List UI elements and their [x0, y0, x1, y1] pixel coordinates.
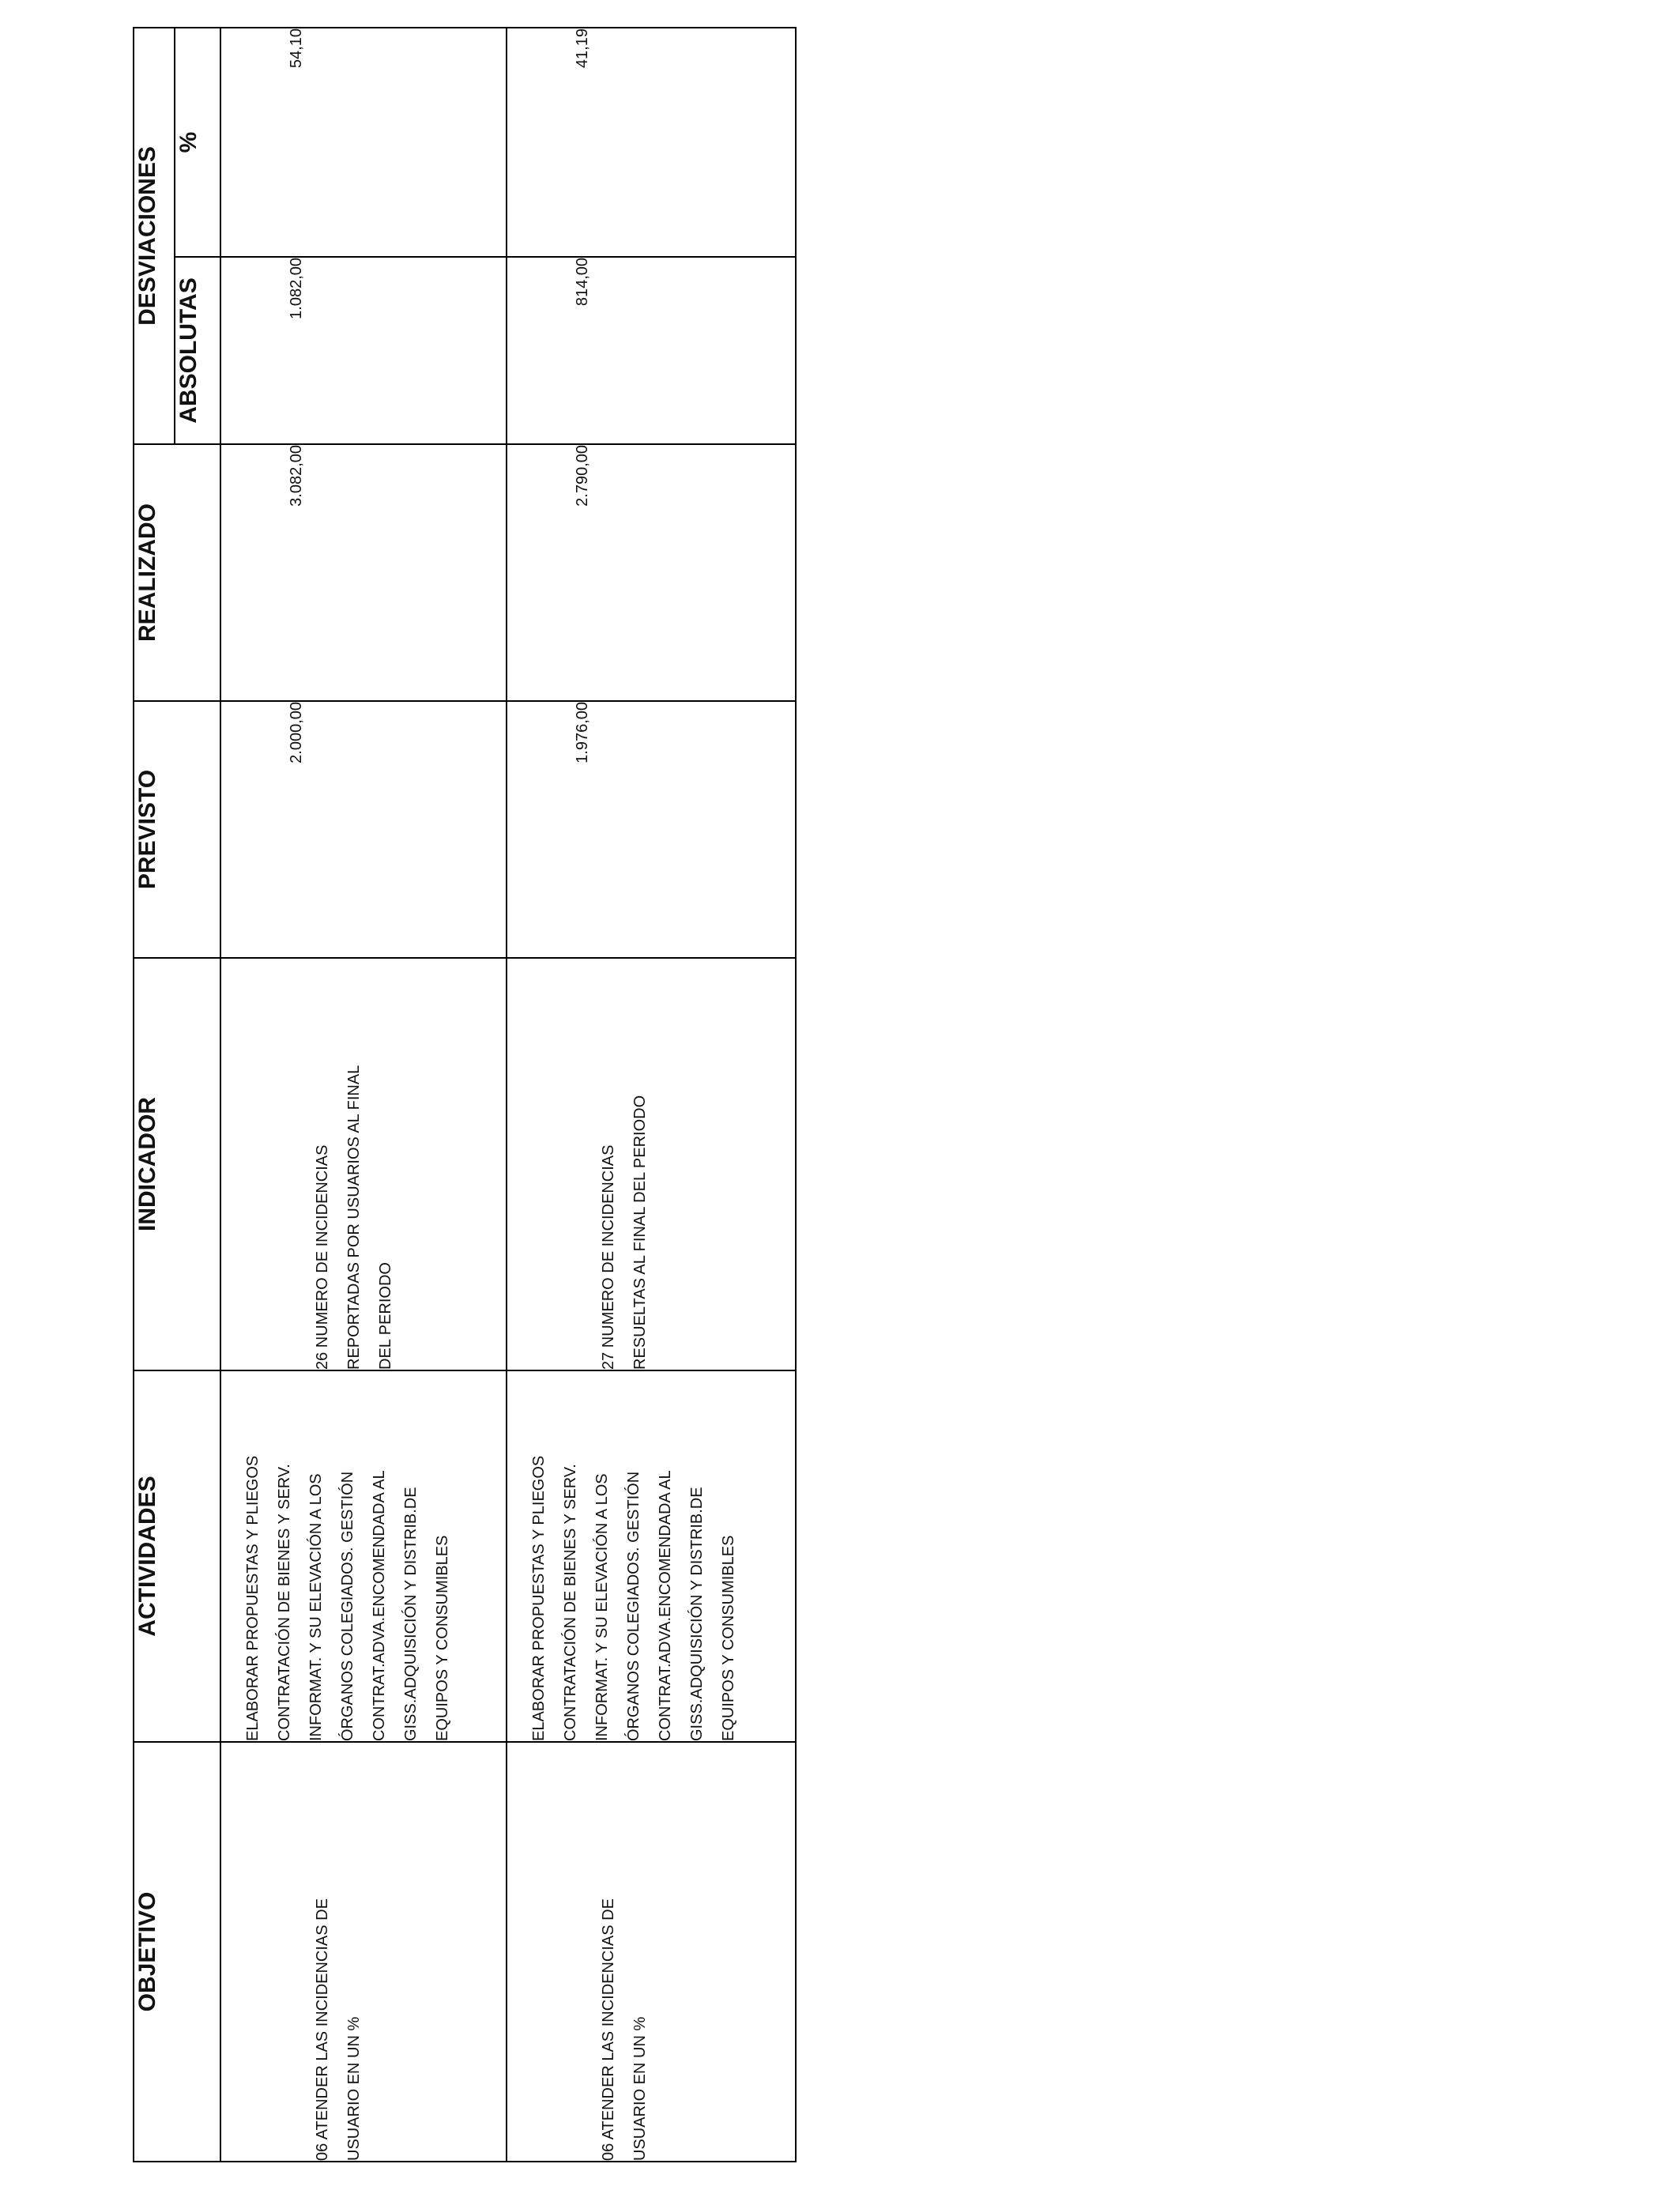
realizado-cell	[220, 444, 507, 701]
indicador-cell	[507, 958, 796, 1370]
indicador-line: 27 NUMERO DE INCIDENCIAS	[600, 1144, 617, 1370]
actividad-line: ÓRGANOS COLEGIADOS. GESTIÓN	[339, 1471, 356, 1741]
absolutas-value: 814,00	[574, 258, 591, 307]
objetivo-text: USUARIO EN UN %	[631, 2016, 649, 2161]
porcentaje-cell	[507, 28, 796, 257]
actividad-line: EQUIPOS Y CONSUMIBLES	[720, 1535, 737, 1741]
absolutas-value: 1.082,00	[288, 258, 305, 319]
header-realizado: REALIZADO	[134, 444, 220, 701]
header-indicador: INDICADOR	[134, 958, 220, 1370]
previsto-value: 2.000,00	[288, 702, 305, 763]
objetivo-text: USUARIO EN UN %	[345, 2016, 363, 2161]
actividades-cell	[220, 1370, 507, 1742]
indicador-line: REPORTADAS POR USUARIOS AL FINAL	[345, 1065, 363, 1370]
table-row	[220, 28, 507, 2162]
previsto-value: 1.976,00	[574, 702, 591, 763]
porcentaje-value: 41,19	[574, 28, 591, 69]
actividad-line: INFORMAT. Y SU ELEVACIÓN A LOS	[593, 1473, 611, 1741]
objetivo-text: 06 ATENDER LAS INCIDENCIAS DE	[600, 1898, 617, 2161]
indicador-line: 26 NUMERO DE INCIDENCIAS	[314, 1144, 331, 1370]
header-desviaciones: DESVIACIONES	[134, 28, 175, 444]
objetivo-cell	[220, 1742, 507, 2162]
absolutas-cell	[220, 257, 507, 444]
objectives-table	[133, 27, 797, 2162]
porcentaje-value: 54,10	[288, 28, 305, 69]
actividad-line: INFORMAT. Y SU ELEVACIÓN A LOS	[307, 1473, 325, 1741]
previsto-cell	[220, 701, 507, 958]
header-objetivo: OBJETIVO	[134, 1742, 220, 2162]
table-row	[507, 28, 796, 2162]
indicador-line: DEL PERIODO	[377, 1262, 394, 1370]
actividad-line: ÓRGANOS COLEGIADOS. GESTIÓN	[625, 1471, 642, 1741]
actividad-line: CONTRATACIÓN DE BIENES Y SERV.	[276, 1464, 293, 1741]
objetivo-cell	[507, 1742, 796, 2162]
actividad-line: GISS.ADQUISICIÓN Y DISTRIB.DE	[688, 1487, 706, 1741]
actividades-cell	[507, 1370, 796, 1742]
actividad-line: CONTRAT.ADVA.ENCOMENDADA AL	[657, 1470, 674, 1741]
actividad-line: CONTRATACIÓN DE BIENES Y SERV.	[562, 1464, 579, 1741]
porcentaje-cell	[220, 28, 507, 257]
absolutas-cell	[507, 257, 796, 444]
previsto-cell	[507, 701, 796, 958]
realizado-cell	[507, 444, 796, 701]
objetivo-text: 06 ATENDER LAS INCIDENCIAS DE	[314, 1898, 331, 2161]
realizado-value: 3.082,00	[288, 445, 305, 507]
actividad-line: ELABORAR PROPUESTAS Y PLIEGOS	[244, 1455, 262, 1741]
header-absolutas: ABSOLUTAS	[175, 257, 220, 444]
header-previsto: PREVISTO	[134, 701, 220, 958]
actividad-line: EQUIPOS Y CONSUMIBLES	[434, 1535, 451, 1741]
header-actividades: ACTIVIDADES	[134, 1370, 220, 1742]
indicador-cell	[220, 958, 507, 1370]
realizado-value: 2.790,00	[574, 445, 591, 507]
header-porcentaje: %	[175, 28, 220, 257]
actividad-line: ELABORAR PROPUESTAS Y PLIEGOS	[530, 1455, 548, 1741]
actividad-line: GISS.ADQUISICIÓN Y DISTRIB.DE	[402, 1487, 420, 1741]
actividad-line: CONTRAT.ADVA.ENCOMENDADA AL	[371, 1470, 388, 1741]
indicador-line: RESUELTAS AL FINAL DEL PERIODO	[631, 1095, 649, 1370]
